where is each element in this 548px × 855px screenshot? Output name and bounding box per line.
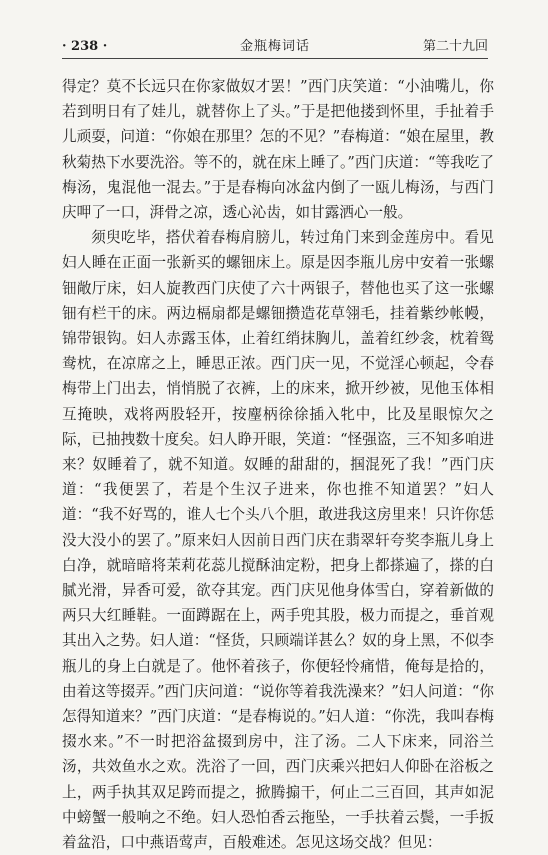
body-text <box>62 74 494 855</box>
paragraph-continued: 得定？莫不长远只在你家做奴才罢！”西门庆笑道：“小油嘴儿，你若到明日有了娃儿，就替你上了头。”于是把他搂到怀里，手扯着手儿顽耍，问道：“你娘在那里？怎的不见？”春梅道：“娘在屋里，教秋菊热下水要洗浴。等不的，就在床上睡了。”西门庆道：“等我吃了梅汤，鬼混他一混去。”于是春梅向冰盆内倒了一瓯儿梅汤，与西门庆呷了一口，湃骨之凉，透心沁齿，如甘露洒心一般。 <box>62 78 494 222</box>
chapter-title: 第二十九回 <box>422 39 488 54</box>
running-header <box>62 36 488 59</box>
paragraph: 须臾吃毕，搭伏着春梅肩膀儿，转过角门来到金莲房中。看见妇人睡在正面一张新买的螺钿床上。原是因李瓶儿房中安着一张螺钿敞厅床，妇人旋教西门庆使了六十两银子，替他也买了这一张螺钿有栏干的床。两边槅扇都是螺钿攒造花草翎毛，挂着紫纱帐幔，锦带银钩。妇人赤露玉体，止着红绡抹胸儿，盖着红纱衾，枕着鸳鸯枕，在凉席之上，睡思正浓。西门庆一见，不觉淫心顿起，令春梅带上门出去，悄悄脱了衣裤，上的床来，掀开纱被，见他玉体相互掩映，戏将两股轻开，按麈柄徐徐插入牝中，比及星眼惊欠之际，已抽拽数十度矣。妇人睁开眼，笑道：“怪强盗，三不知多咱进来？奴睡着了，就不知道。奴睡的甜甜的，掴混死了我！”西门庆道：“我便罢了，若是个生汉子进来，你也推不知道罢？”妇人道：“我不好骂的，谁人七个头八个胆，敢进我这房里来！只许你恁没大没小的罢了。”原来妇人因前日西门庆在翡翠轩夸奖李瓶儿身上白净，就暗暗将茉莉花蕊儿搅酥油定粉，把身上都搽遍了，搽的白腻光滑，异香可爱，欲夺其宠。西门庆见他身体雪白，穿着新做的两只大红睡鞋。一面蹲踞在上，两手兜其股，极力而提之，垂首观其出入之势。妇人道：“怪货，只顾端详甚么？奴的身上黑，不似李瓶儿的身上白就是了。他怀着孩子，你便轻怜痛惜，俺每是拾的，由着这等掇弄。”西门庆问道：“说你等着我洗澡来？”妇人问道：“你怎得知道来？”西门庆道：“是春梅说的。”妇人道：“你洗，我叫春梅掇水来。”不一时把浴盆掇到房中，注了汤。二人下床来，同浴兰汤，共效鱼水之欢。洗浴了一回，西门庆乘兴把妇人仰卧在浴板之上，两手执其双足跨而提之，掀腾搧干，何止二三百回，其声如泥中螃蟹一般响之不绝。妇人恐怕香云拖坠，一手扶着云鬓，一手扳着盆沿，口中燕语莺声，百般难述。怎见这场交战？但见： <box>62 229 494 852</box>
page-number: · 238 · <box>62 39 108 54</box>
book-title: 金瓶梅词话 <box>239 39 310 54</box>
